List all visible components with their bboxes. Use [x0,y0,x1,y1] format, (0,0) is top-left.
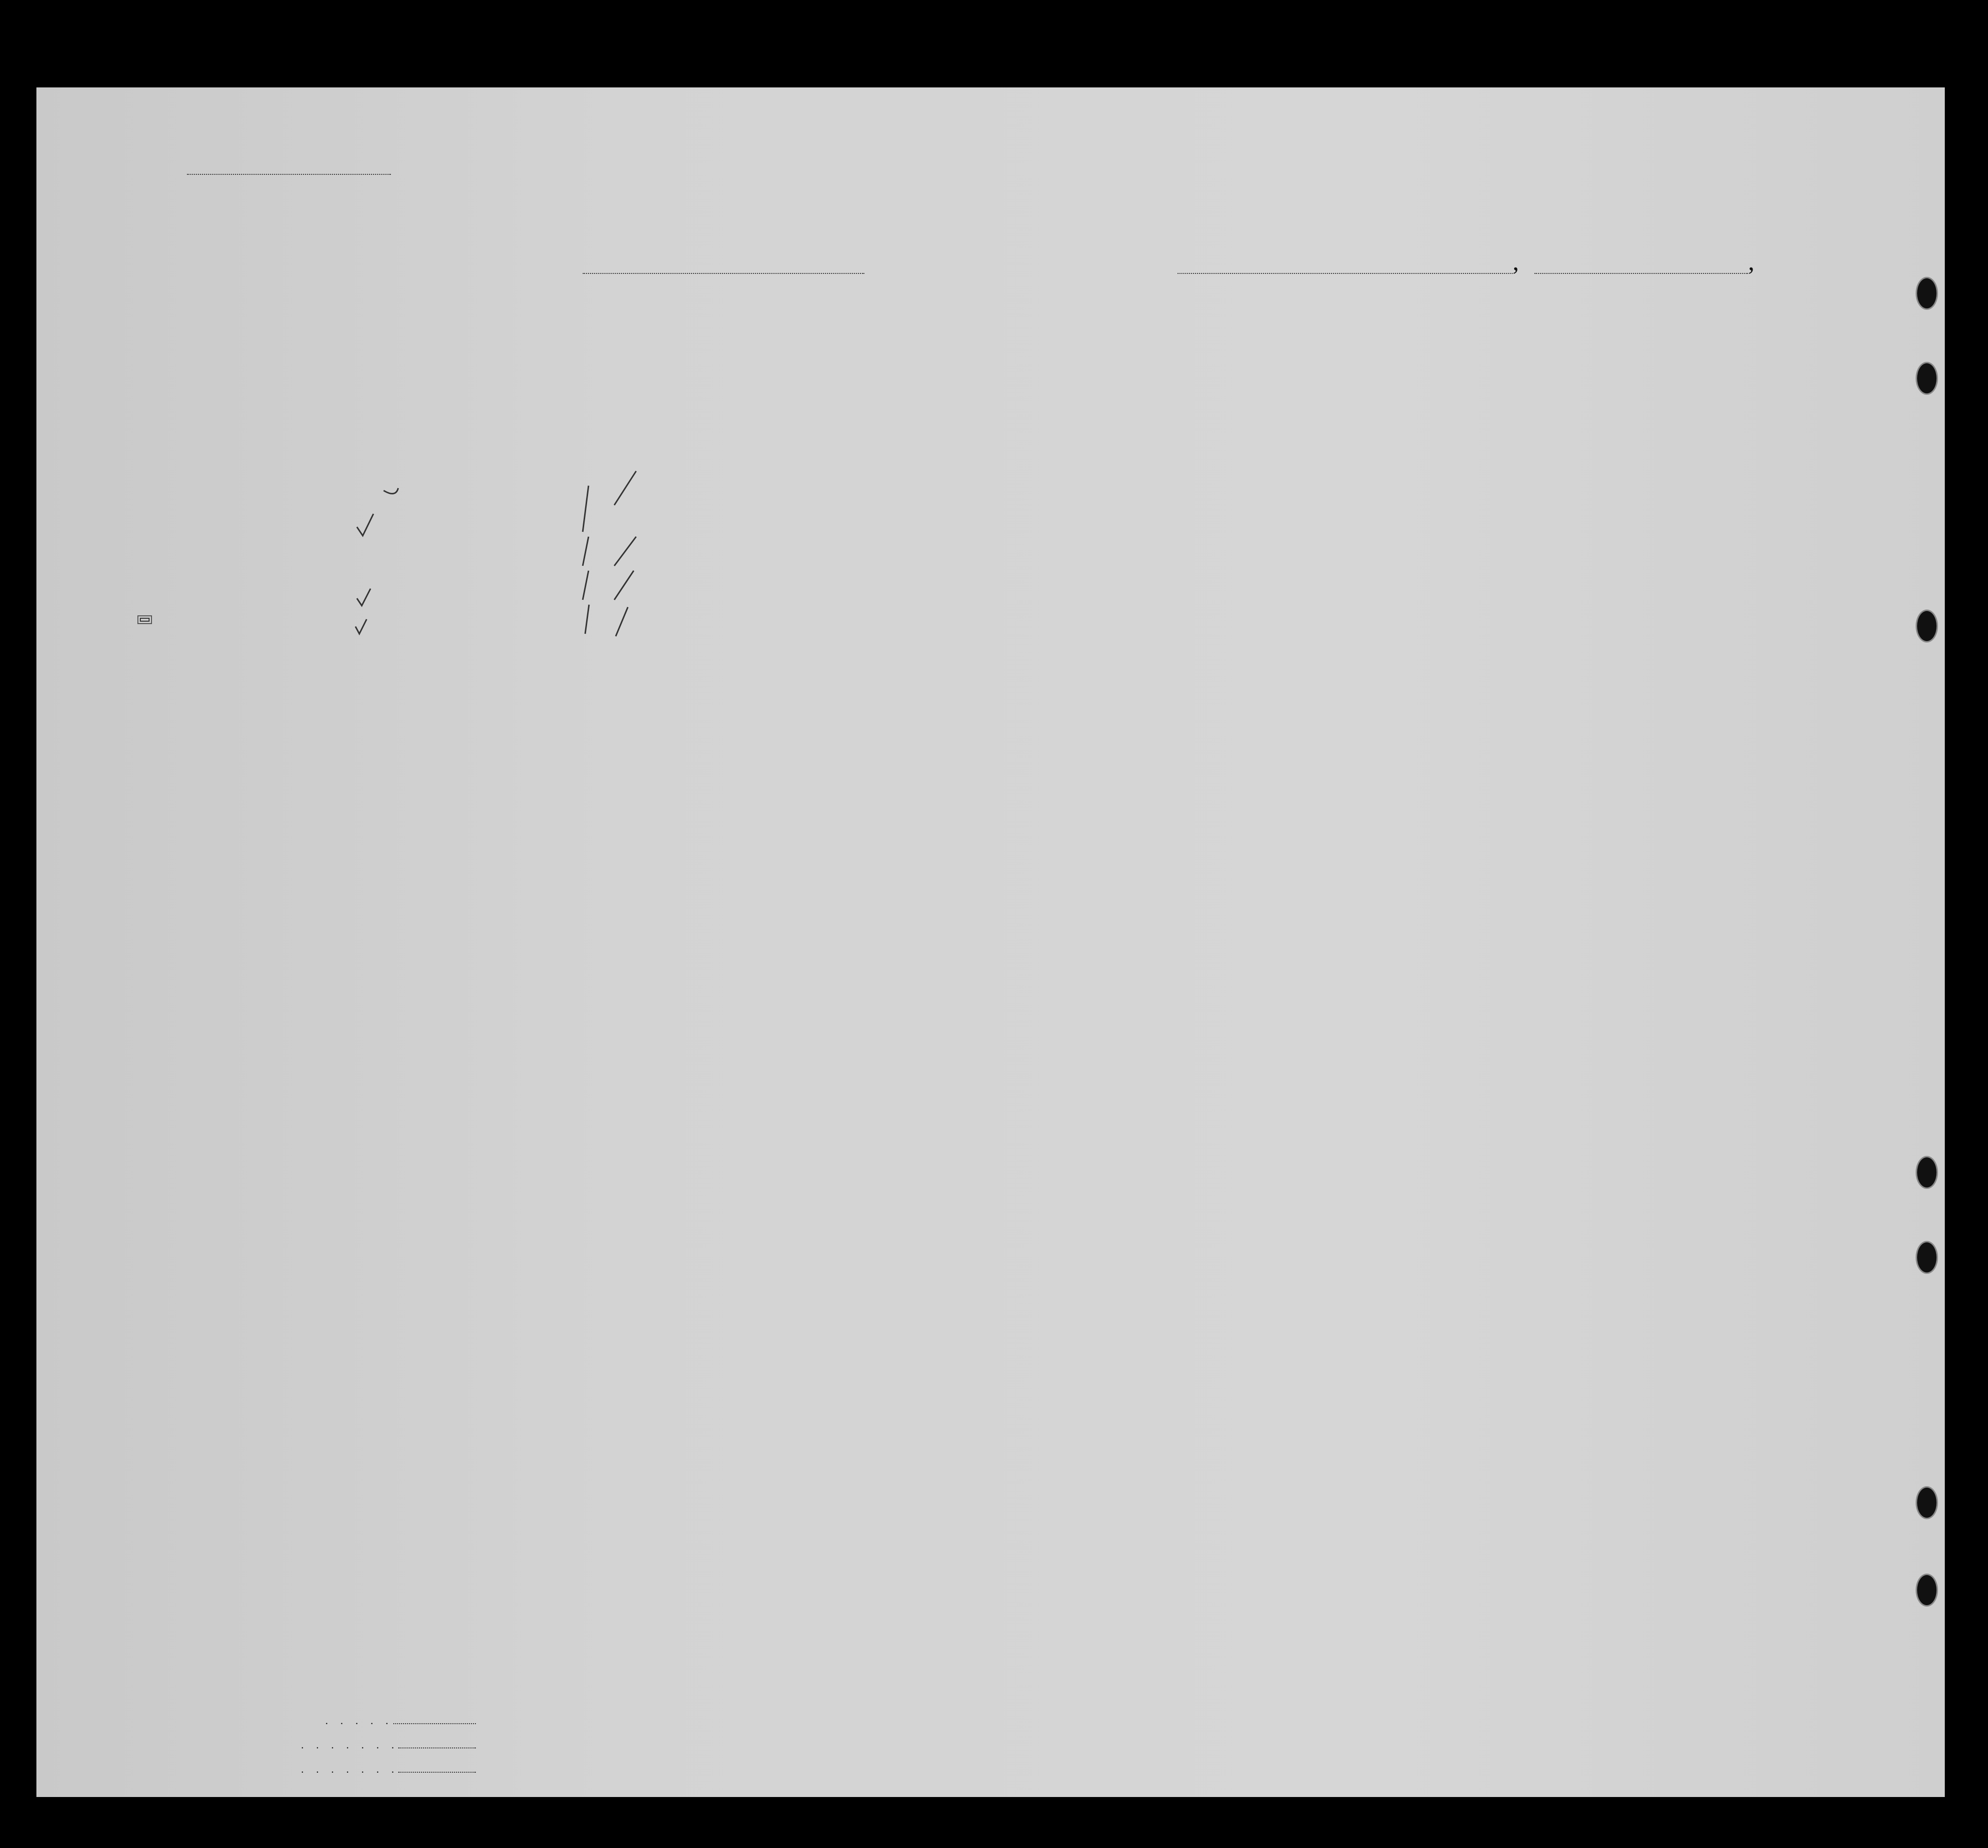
total-line [393,1723,476,1724]
binder-hole [1916,362,1938,395]
citizens-line [398,1747,476,1748]
dots-2: . . . . . . . [301,1739,399,1751]
binder-hole [1916,1156,1938,1189]
dots-3: . . . . . . . [301,1763,399,1775]
comma-1: , [1513,248,1519,276]
comma-2: , [1748,248,1754,276]
binder-hole [1916,1241,1938,1274]
binder-hole [1916,277,1938,310]
binder-hole [1916,610,1938,643]
aliens-line [398,1772,476,1773]
dots-1: . . . . . [325,1714,393,1727]
binder-hole [1916,1574,1938,1607]
check-marks-group [355,471,636,636]
binder-hole [1916,1486,1938,1519]
